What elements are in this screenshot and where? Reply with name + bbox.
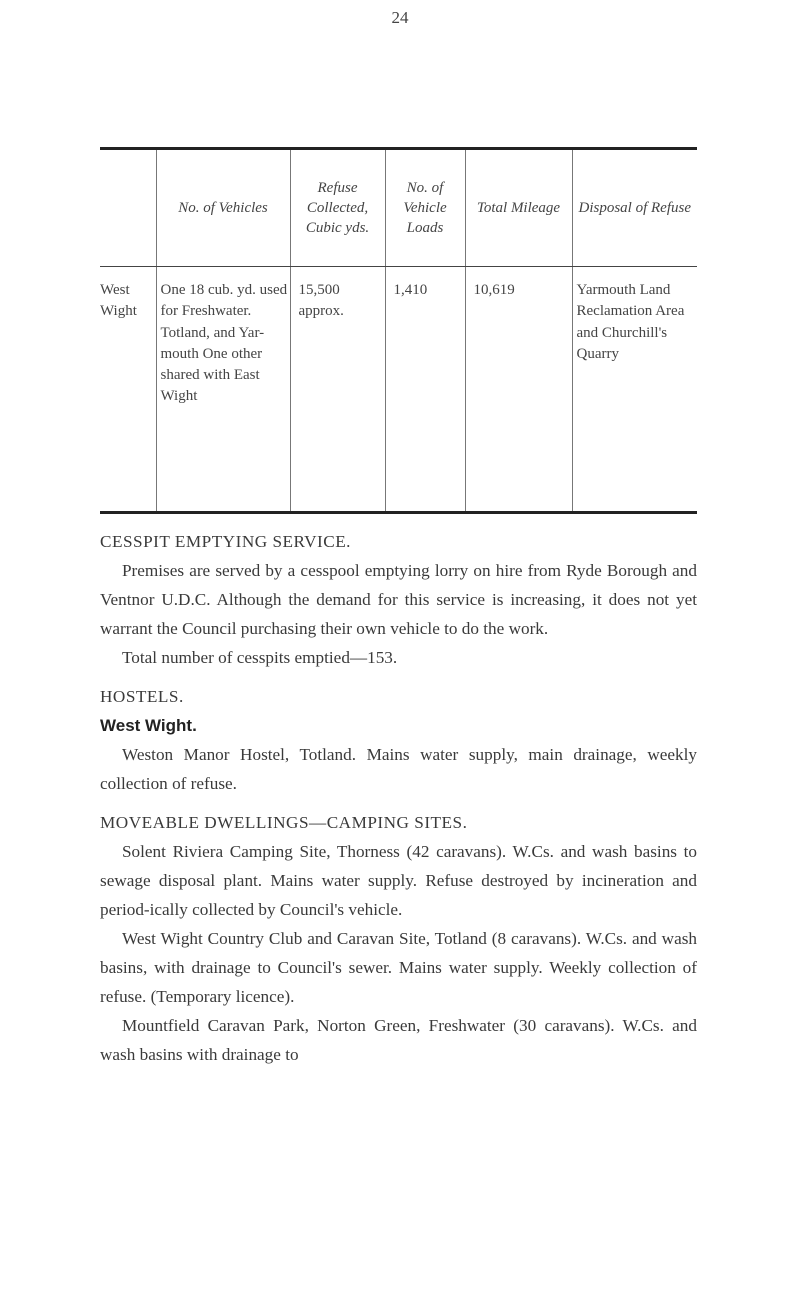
header-vehicles: No. of Vehicles [156, 150, 290, 267]
hostels-paragraph: Weston Manor Hostel, Totland. Mains water supply, main drainage, weekly collection of refuse. [100, 745, 697, 793]
cell-district: West Wight [100, 282, 137, 320]
cell-total-mileage: 10,619 [465, 267, 572, 512]
cesspit-heading: CESSPIT EMPTYING SERVICE. [100, 532, 351, 551]
refuse-collection-table [100, 147, 697, 514]
cell-vehicle-loads: 1,410 [385, 267, 465, 512]
header-district [100, 150, 156, 267]
hostels-heading: HOSTELS. [100, 687, 184, 706]
moveable-paragraph-solent: Solent Riviera Camping Site, Thorness (42 caravans). W.Cs. and wash basins to sewage disposal plant. Mains water supply. Refuse destroyed by incineration and period-ically collected by Council's vehicle. [100, 842, 697, 919]
cell-refuse-collected: 15,500 approx. [290, 267, 385, 512]
header-total-mileage: Total Mileage [465, 150, 572, 267]
hostels-subheading: West Wight. [100, 716, 197, 735]
table-row [100, 267, 697, 512]
cesspit-paragraph: Premises are served by a cesspool emptying lorry on hire from Ryde Borough and Ventnor U.D.C. Although the demand for this service is increasing, it does not yet warrant the Council purchasing their own vehicle to do the work. [100, 561, 697, 638]
table-header-row [100, 150, 697, 267]
moveable-paragraph-mountfield: Mountfield Caravan Park, Norton Green, Freshwater (30 caravans). W.Cs. and wash basins with drainage to [100, 1016, 697, 1064]
header-refuse-collected: Refuse Collected, Cubic yds. [290, 150, 385, 267]
table-bottom-rule [100, 511, 697, 514]
page-number: 24 [391, 8, 409, 27]
cell-vehicles: One 18 cub. yd. used for Freshwater. Totland, and Yar-mouth One other shared with East Wight [156, 267, 290, 512]
moveable-heading: MOVEABLE DWELLINGS—CAMPING SITES. [100, 813, 468, 832]
moveable-paragraph-west-wight: West Wight Country Club and Caravan Site, Totland (8 caravans). W.Cs. and wash basins, with drainage to Council's sewer. Mains water supply. Weekly collection of refuse. (Temporary licence). [100, 929, 697, 1006]
header-vehicle-loads: No. of Vehicle Loads [385, 150, 465, 267]
cell-disposal: Yarmouth Land Reclamation Area and Churchill's Quarry [572, 267, 697, 512]
header-disposal: Disposal of Refuse [572, 150, 697, 267]
cesspit-total: Total number of cesspits emptied—153. [122, 648, 398, 667]
report-body [100, 527, 697, 1069]
refuse-table [100, 150, 697, 511]
